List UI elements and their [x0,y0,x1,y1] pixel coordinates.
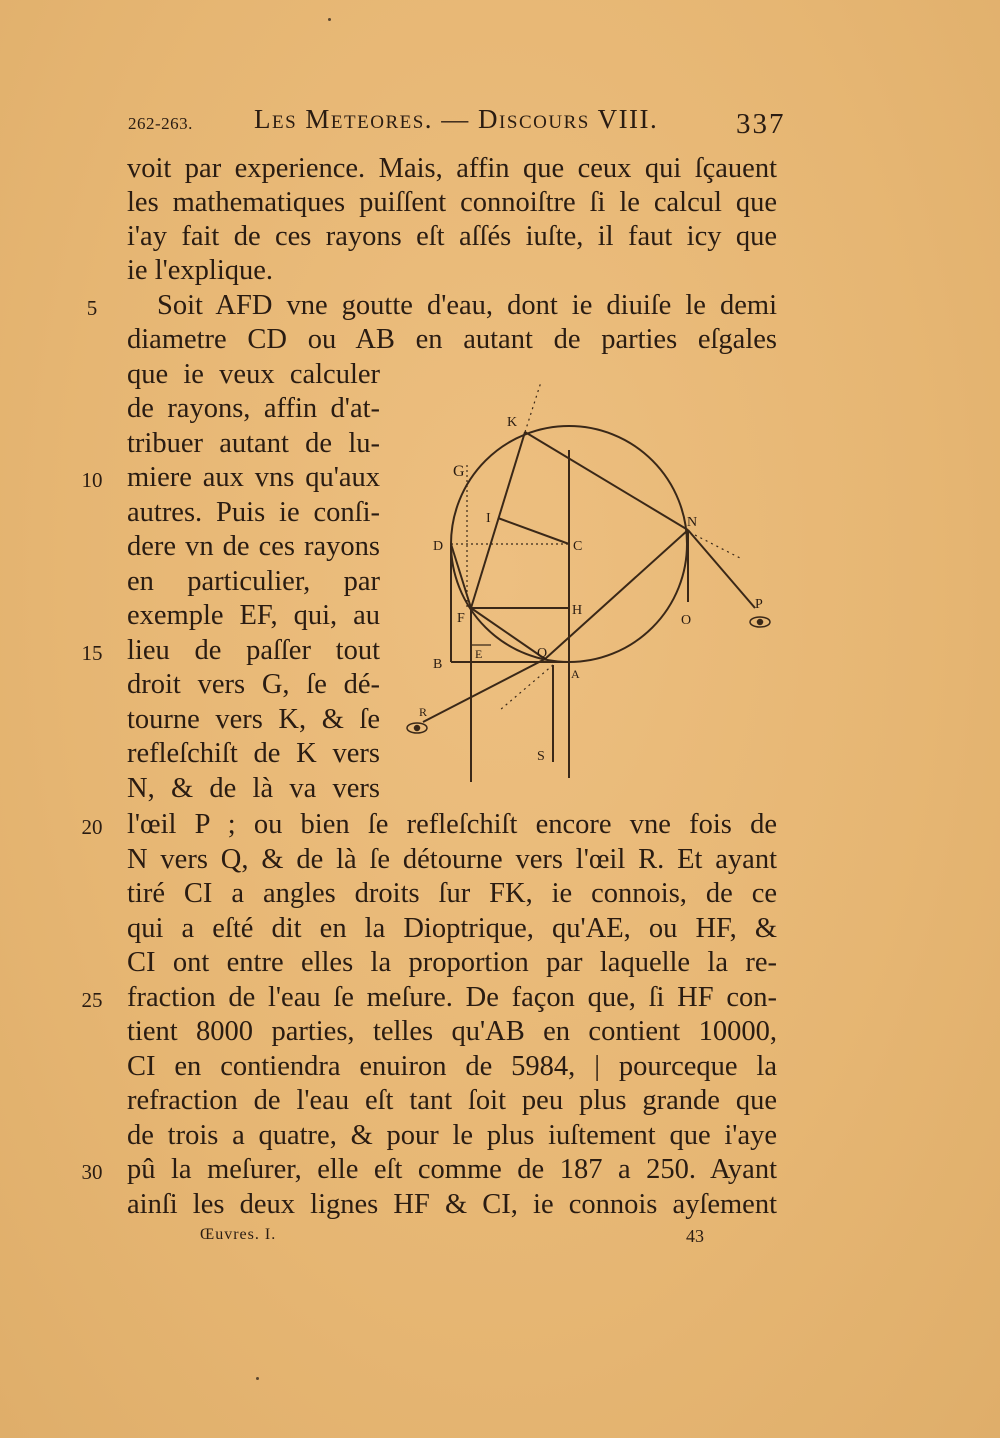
dotted-ray-k [525,382,541,432]
line-number: 10 [81,468,103,492]
footer-volume: Œuvres. I. [200,1226,277,1243]
raindrop-ray-diagram [395,370,785,790]
paper-speck [256,1377,259,1380]
eye-p-icon [750,617,770,627]
text-line: refraction de l'eau eſt tant ſoit peu plus grande que [127,1085,777,1116]
line-number: 15 [81,641,103,665]
text-line: i'ay fait de ces rayons eſt aſſés iuſte, il faut icy que [127,221,777,252]
text-line: en particulier, par [127,566,380,597]
label-g: G [453,463,465,480]
label-h: H [572,603,583,618]
page-range: 262-263. [128,114,193,133]
label-s: S [537,749,545,764]
label-r: R [419,705,428,719]
label-a: A [571,667,580,681]
text-line: les mathematiques puiſſent connoiſtre ſi le calcul que [127,187,777,218]
running-title: Les Meteores. — Discours VIII. [254,104,659,134]
text-line: l'œil P ; ou bien ſe refleſchiſt encore vne fois de [127,809,777,840]
text-line: lieu de paſſer tout [127,635,380,666]
text-line: diametre CD ou AB en autant de parties eſgales [127,324,777,355]
text-line: Soit AFD vne goutte d'eau, dont ie diuiſe le demi [157,290,777,321]
text-line: droit vers G, ſe dé- [127,669,380,700]
ray-n-p [688,530,755,608]
label-q: Q [537,646,548,661]
text-line: de trois a quatre, & pour le plus iuſtement que i'aye [127,1120,777,1151]
label-b: B [433,657,443,672]
text-line: qui a eſté dit en la Dioptrique, qu'AE, ou HF, & [127,913,777,944]
text-line: voit par experience. Mais, affin que ceux qui ſçauent [127,153,777,184]
label-e: E [475,647,483,661]
dotted-ray-q [500,665,553,710]
label-f: F [457,611,465,626]
text-line: CI ont entre elles la proportion par laquelle la re- [127,947,777,978]
text-line: ainſi les deux lignes HF & CI, ie connois ayſement [127,1189,777,1220]
paper-speck [328,18,331,21]
text-line: que ie veux calculer [127,359,380,390]
text-line: de rayons, affin d'at- [127,393,380,424]
label-n: N [687,515,698,530]
text-line: pû la meſurer, elle eſt comme de 187 a 250. Ayant [127,1154,777,1185]
line-number: 25 [81,988,103,1012]
footer-signature: 43 [686,1226,704,1246]
text-line: tient 8000 parties, telles qu'AB en contient 10000, [127,1016,777,1047]
line-number: 30 [81,1160,103,1184]
label-c: C [573,539,583,554]
ray-f-k [471,432,525,608]
label-d: D [433,539,444,554]
line-d-f [451,544,471,608]
text-line: tribuer autant de lu- [127,428,380,459]
text-line: CI en contiendra enuiron de 5984, | pourceque la [127,1051,777,1082]
text-line: dere vn de ces rayons [127,531,380,562]
label-k: K [507,415,518,430]
text-line: tiré CI a angles droits ſur FK, ie connois, de ce [127,878,777,909]
text-line: N vers Q, & de là ſe détourne vers l'œil R. Et ayant [127,844,777,875]
line-number: 5 [86,296,98,320]
text-line: autres. Puis ie conſi- [127,497,380,528]
line-ci [498,518,569,544]
text-line: exemple EF, qui, au [127,600,380,631]
page-number: 337 [736,108,786,140]
text-line: tourne vers K, & ſe [127,704,380,735]
label-i: I [486,511,491,526]
eye-r-icon [407,723,427,733]
text-line: ie l'explique. [127,255,274,286]
text-line: refleſchiſt de K vers [127,738,380,769]
text-line: fraction de l'eau ſe meſure. De façon que, ſi HF con- [127,982,777,1013]
ray-n-q [545,530,688,659]
label-p: P [755,597,763,612]
label-o: O [681,613,692,628]
text-line: N, & de là va vers [127,773,380,804]
text-line: miere aux vns qu'aux [127,462,380,493]
running-header [0,104,1000,144]
line-number: 20 [81,815,103,839]
ray-k-n [525,432,688,530]
